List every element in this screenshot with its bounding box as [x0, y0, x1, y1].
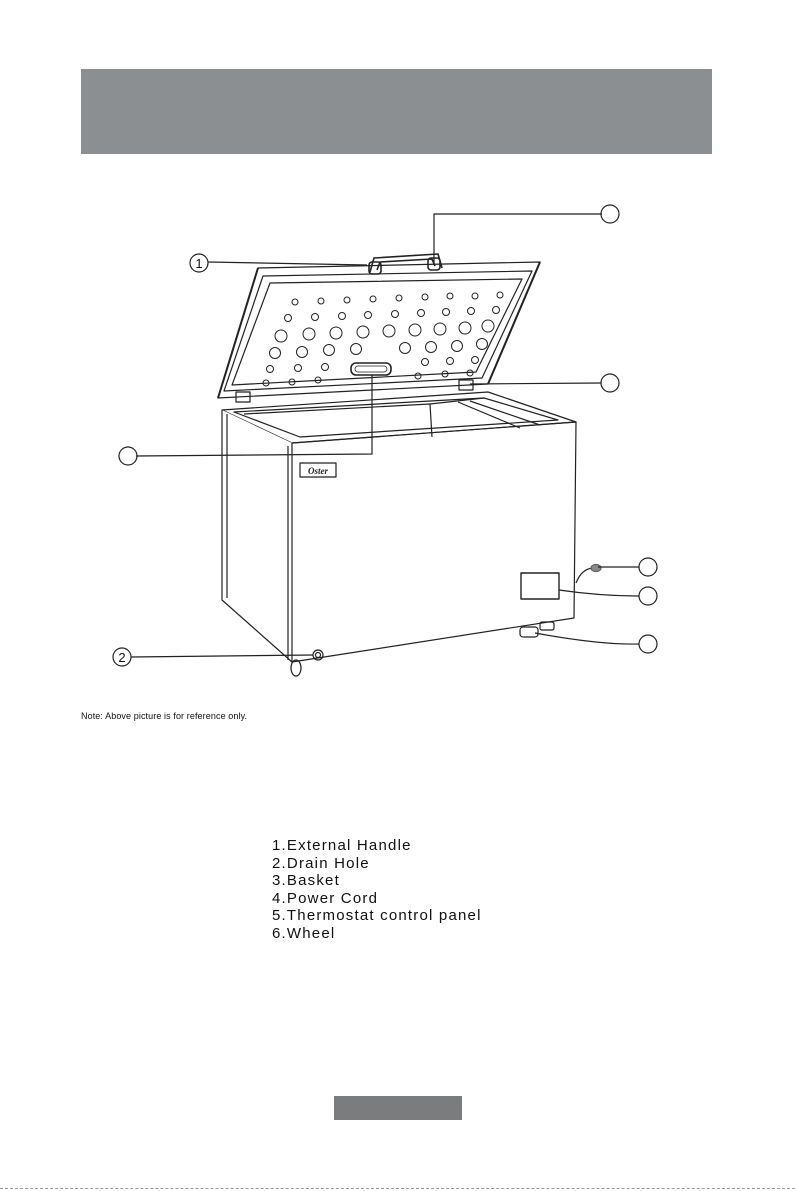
header-banner: [81, 69, 712, 154]
parts-list-item: 2.Drain Hole: [272, 854, 370, 872]
parts-list: [272, 837, 482, 943]
callout-empty-panel: [639, 587, 657, 605]
thermostat-panel: [521, 573, 559, 599]
bottom-dashed-rule: [0, 1188, 795, 1189]
callout-empty-wheel: [639, 635, 657, 653]
reference-note: Note: Above picture is for reference only.: [81, 711, 248, 721]
callout-2: [113, 648, 131, 666]
callout-empty-cord: [639, 558, 657, 576]
wheel: [520, 627, 538, 637]
callout-1-number: 1: [195, 256, 203, 271]
parts-list-item: 6.Wheel: [272, 924, 336, 942]
oster-logo-text: Oster: [308, 466, 328, 476]
callout-empty-left: [119, 447, 137, 465]
callout-empty-basket: [601, 374, 619, 392]
front-foot: [291, 660, 301, 676]
parts-list-item: 4.Power Cord: [272, 889, 379, 907]
callout-empty-top: [601, 205, 619, 223]
parts-list-item: 1.External Handle: [272, 837, 412, 854]
parts-list-item: 5.Thermostat control panel: [272, 907, 482, 925]
callout-1: [190, 254, 208, 272]
chest-freezer-diagram: [0, 190, 795, 700]
freezer-lid: [218, 262, 540, 398]
cabinet-body: [222, 410, 576, 662]
parts-list-item: 3.Basket: [272, 872, 340, 890]
callout-2-number: 2: [118, 650, 126, 665]
page-number-bar: [334, 1096, 462, 1120]
